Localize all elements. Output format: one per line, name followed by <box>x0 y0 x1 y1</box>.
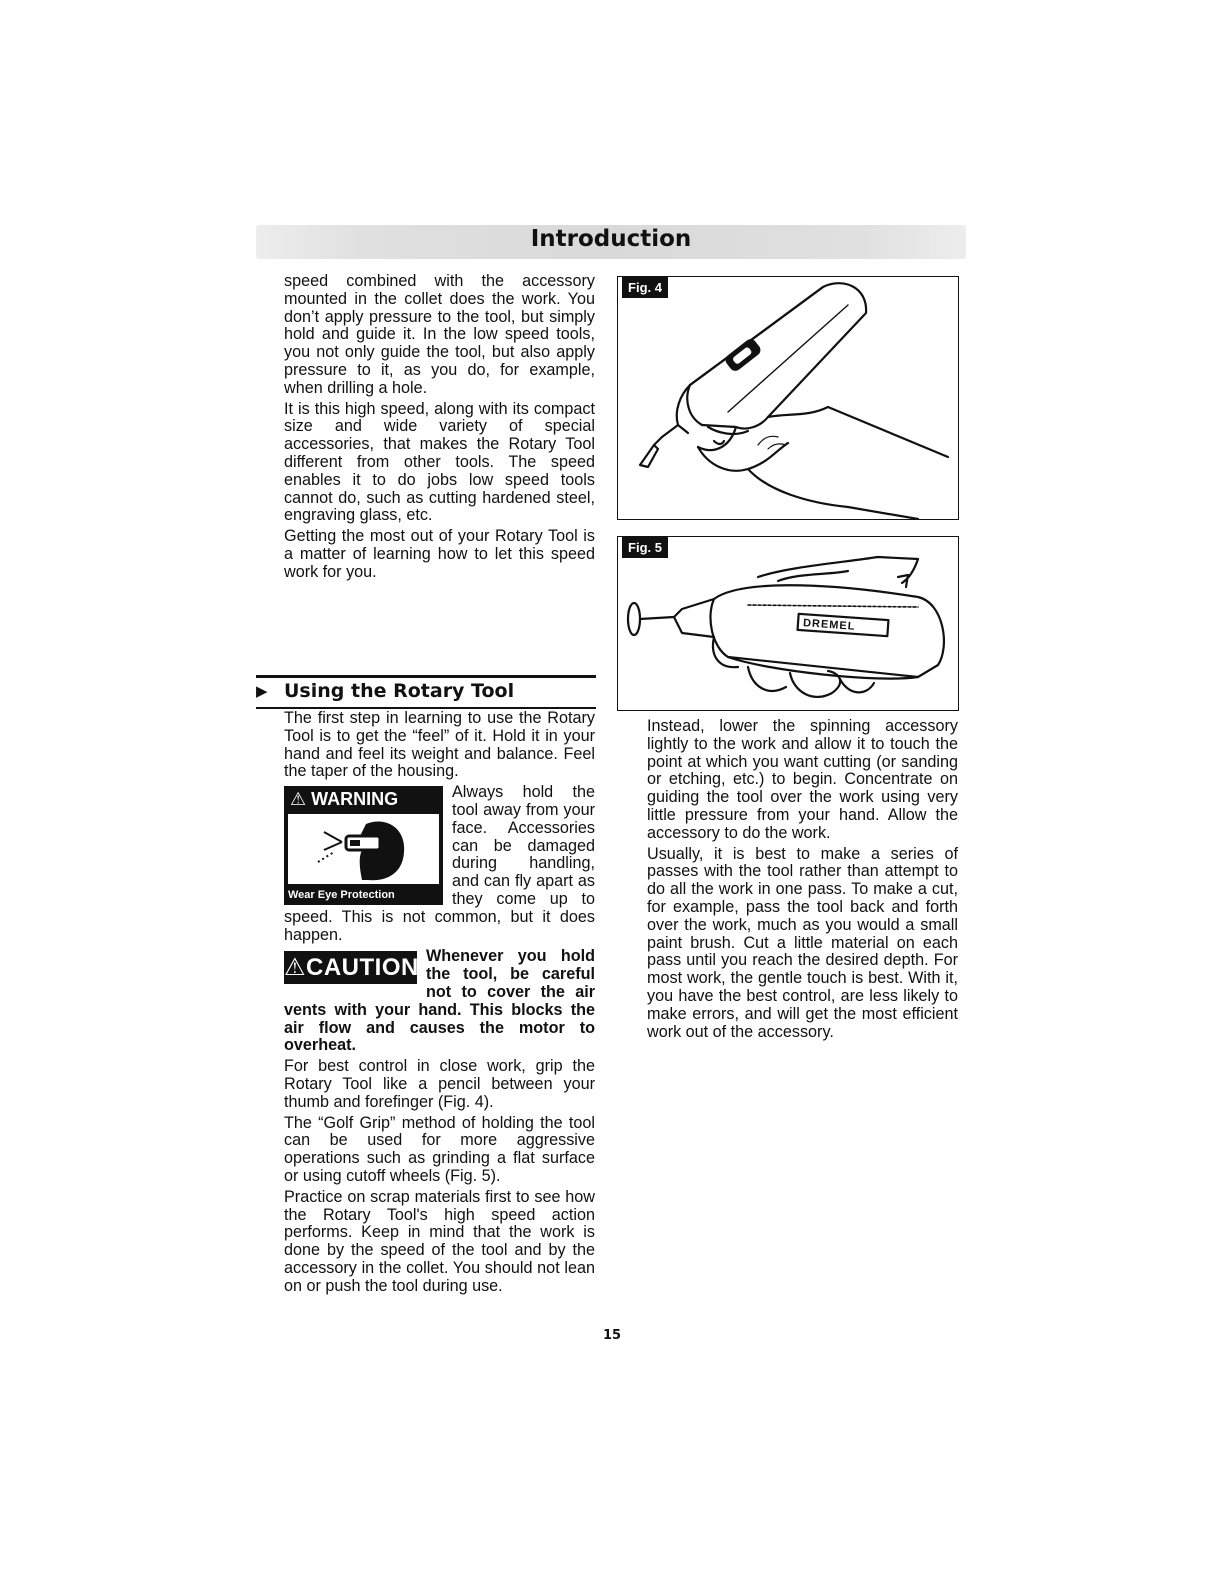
paragraph: Instead, lower the spinning accessory lightly to the work and allow it to touch the point at which you want cutting (or sanding or etching, etc.) to begin. Concentrate on guiding the tool over the work using very little pressure from your hand. Allow the accessory to do the work. <box>647 717 958 842</box>
page-number: 15 <box>602 1328 622 1343</box>
warning-symbol-caption: Wear Eye Protection <box>288 889 395 902</box>
eye-protection-icon <box>288 814 439 884</box>
brand-logo: DREMEL <box>802 617 856 633</box>
intro-text <box>284 273 595 585</box>
figure-label: Fig. 5 <box>622 537 668 558</box>
paragraph: It is this high speed, along with its compact size and wide variety of special accessories, that makes the Rotary Tool different from other tools. The speed enables it to do jobs low speed tools cannot do, such as cutting hardened steel, engraving glass, etc. <box>284 399 595 525</box>
paragraph: The first step in learning to use the Rotary Tool is to get the “feel” of it. Hold it in your hand and feel its weight and balance. Feel the taper of the housing. <box>284 709 595 781</box>
warning-header: ⚠ WARNING <box>290 789 399 810</box>
section-header-bar <box>256 225 966 259</box>
page-title: Introduction <box>530 226 692 252</box>
section-title: Using the Rotary Tool <box>284 680 515 702</box>
paragraph: Practice on scrap materials first to see how the Rotary Tool's high speed action performs. Keep in mind that the work is done by the speed of the tool and by the accessory in the collet. You should not lean on or push the tool during use. <box>284 1187 595 1295</box>
figure-4 <box>617 276 959 520</box>
warning-text: Always hold the tool away from your face. Accessories can be damaged during handling, and can fly apart as they come up to speed. This is not common, but it does happen. <box>284 783 595 944</box>
paragraph: Usually, it is best to make a series of passes with the tool rather than attempt to do all the work in one pass. To make a cut, for example, pass the tool back and forth over the work, much as you would a small paint brush. Cut a little material on each pass until you reach the desired depth. For most work, the gentle touch is best. With it, you have the best control, are less likely to make errors, and will get the most efficient work out of the accessory. <box>647 844 958 1041</box>
figure-label: Fig. 4 <box>622 277 668 298</box>
paragraph: speed combined with the accessory mounted in the collet does the work. You don’t apply pressure to the tool, but simply hold and guide it. In the low speed tools, you not only guide the tool, but also apply pressure to it, as you do, for example, when drilling a hole. <box>284 272 595 397</box>
figure-5 <box>617 536 959 711</box>
right-column-text <box>647 718 958 1044</box>
warning-triangle-icon: ⚠ <box>290 789 307 810</box>
triangle-bullet-icon: ▶ <box>256 682 268 700</box>
caution-block <box>284 948 595 1058</box>
usage-text <box>284 710 595 1299</box>
warning-triangle-icon: ⚠ <box>284 954 307 982</box>
caution-label: ⚠CAUTION <box>284 951 417 984</box>
paragraph: The “Golf Grip” method of holding the tool can be used for more aggressive operations such as grinding a flat surface or using cutoff wheels (Fig. 5). <box>284 1113 595 1185</box>
section-heading <box>256 675 596 709</box>
warning-block <box>284 784 595 947</box>
paragraph: Getting the most out of your Rotary Tool is a matter of learning how to let this speed work for you. <box>284 527 595 581</box>
caution-text: Whenever you hold the tool, be careful not to cover the air vents with your hand. This blocks the air flow and causes the motor to overheat. <box>284 947 595 1055</box>
warning-label <box>284 786 443 905</box>
paragraph: For best control in close work, grip the Rotary Tool like a pencil between your thumb and forefinger (Fig. 4). <box>284 1057 595 1111</box>
